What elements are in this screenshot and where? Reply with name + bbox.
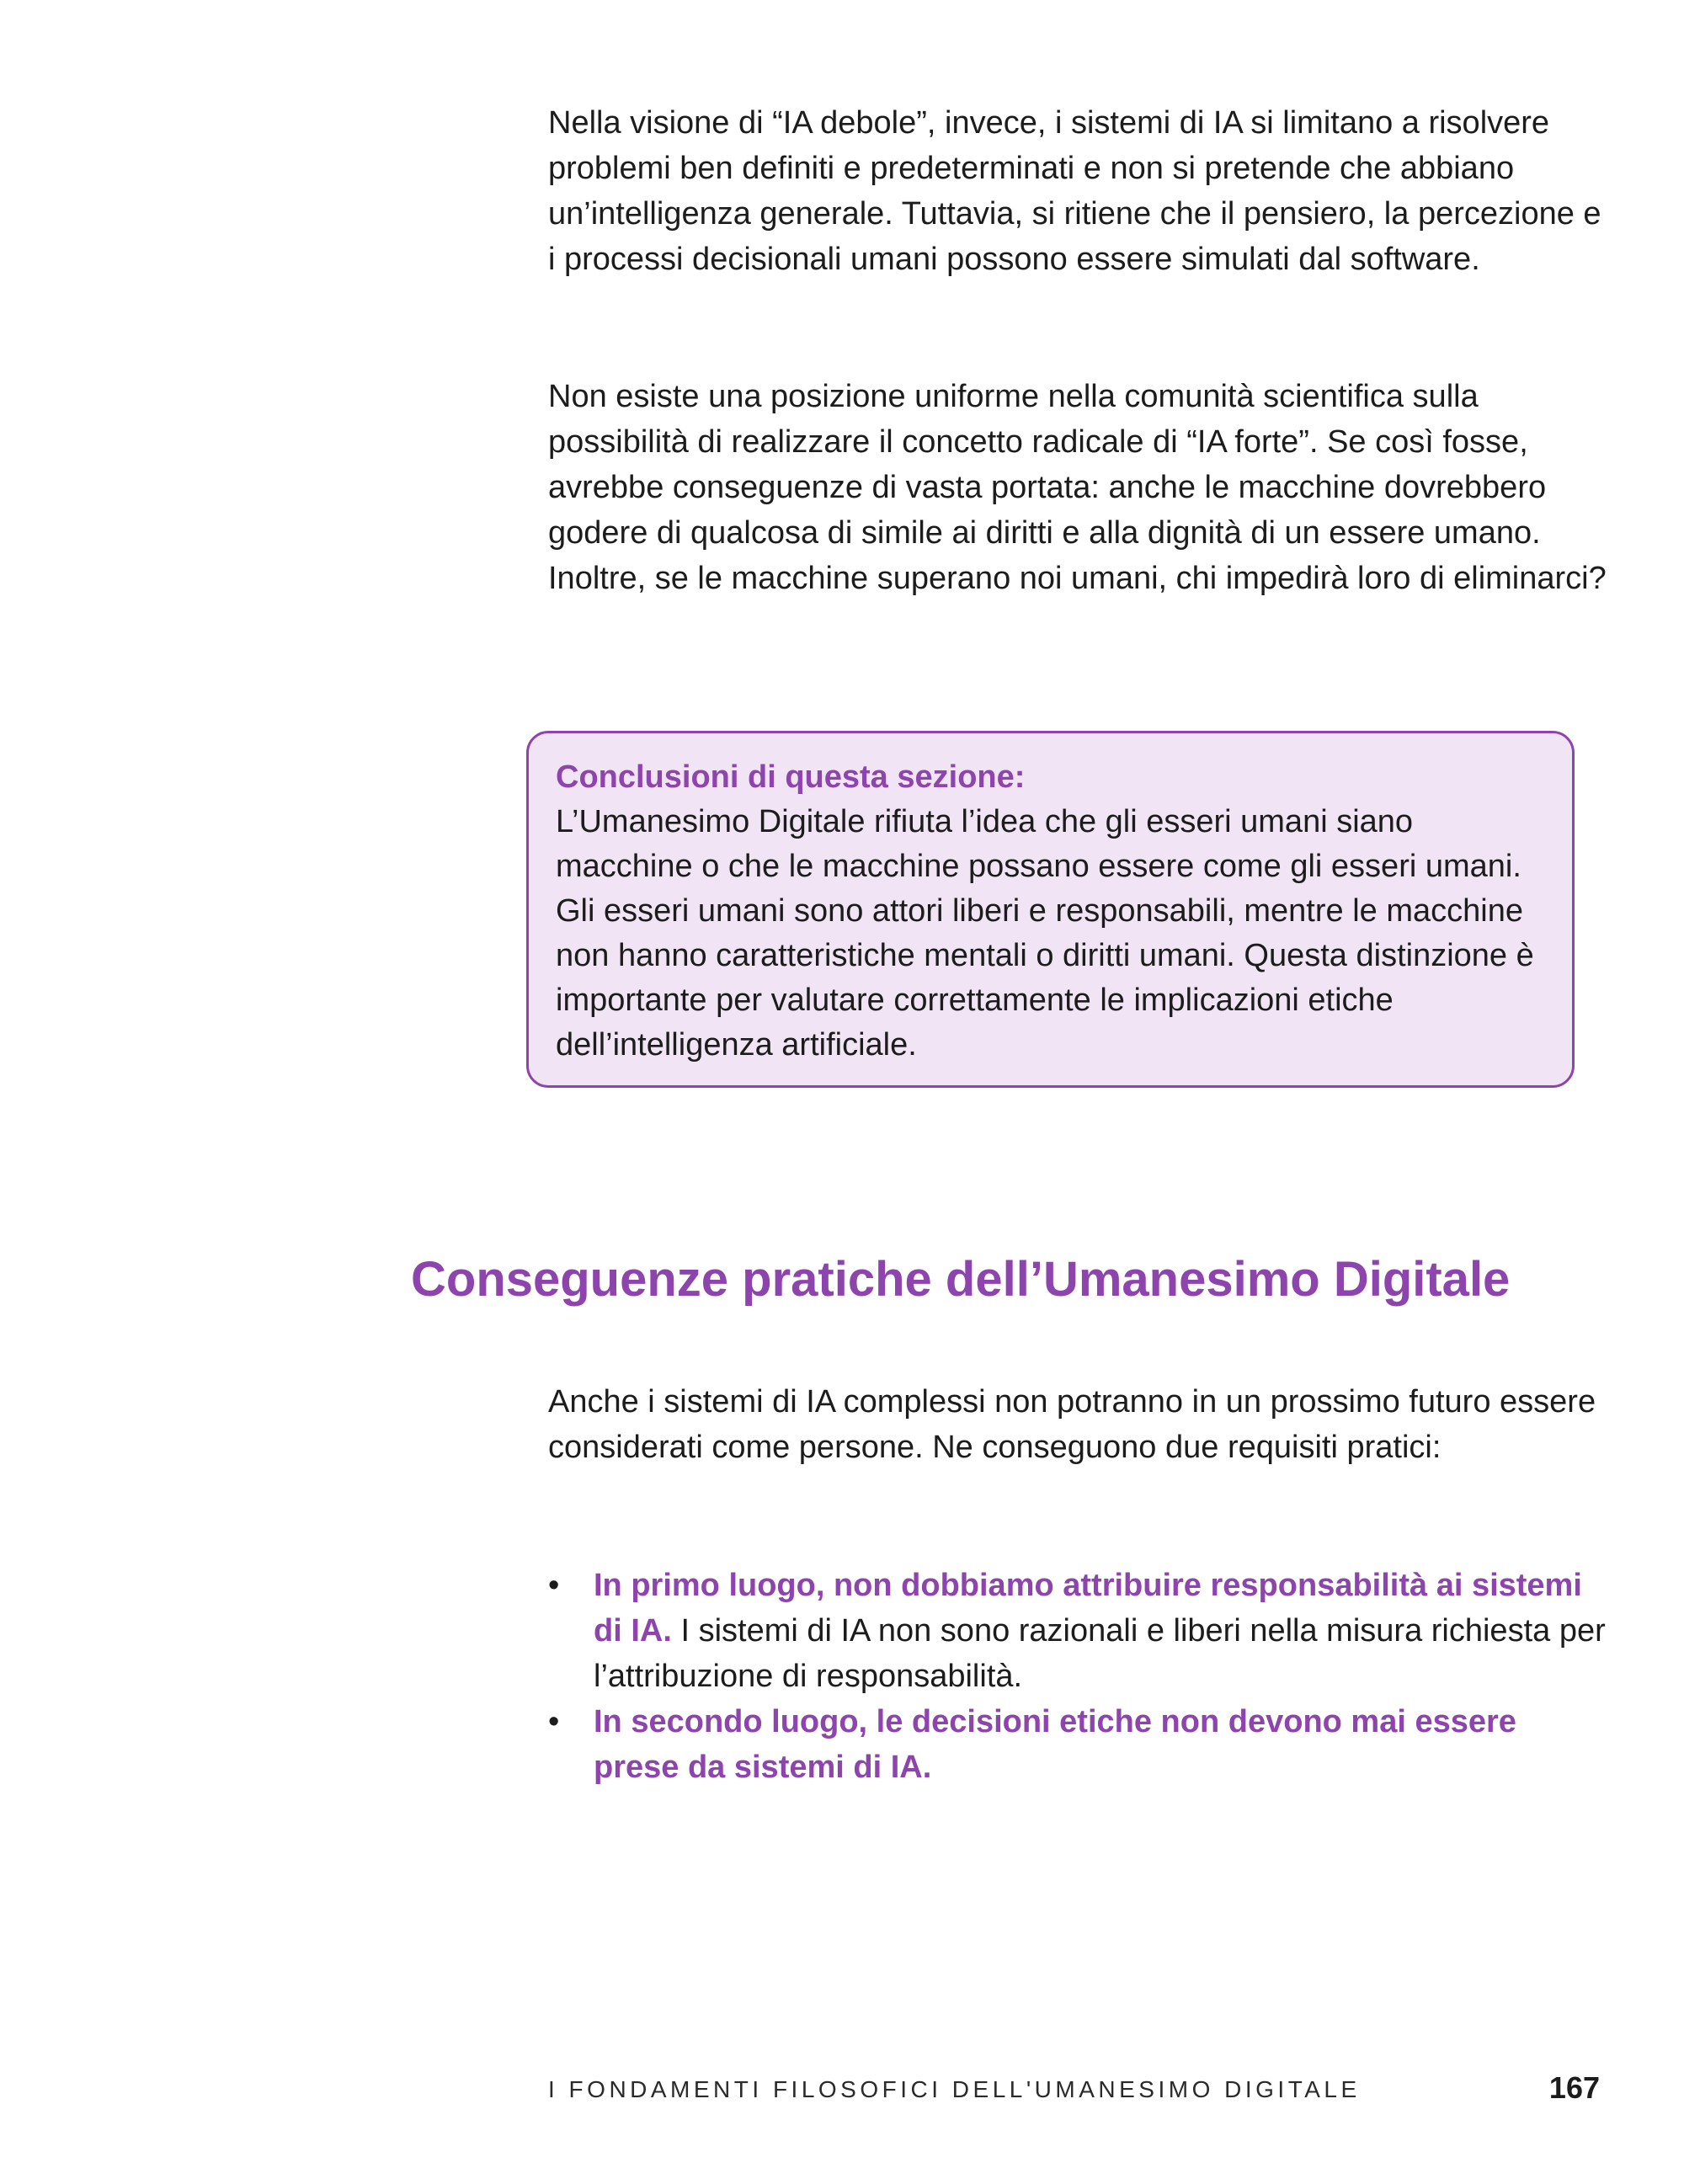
bullet-highlight: In secondo luogo, le decisioni etiche non devono mai essere prese da sistemi di IA.	[594, 1704, 1516, 1785]
bullet-icon: •	[548, 1568, 560, 1603]
paragraph-weak-ai: Nella visione di “IA debole”, invece, i sistemi di IA si limitano a risolvere problemi ben definiti e predeterminati e non si pretende che abbiano un’intelligenza generale. Tuttavia, si ritiene che il pensiero, la percezione e i processi decisionali umani possono essere simulati dal software.	[548, 105, 1601, 277]
conclusions-callout-box	[526, 731, 1575, 1088]
callout-title: Conclusioni di questa sezione:	[556, 759, 1026, 795]
list-item	[548, 1699, 1609, 1790]
page-number: 167	[1548, 2070, 1600, 2105]
callout-body: L’Umanesimo Digitale rifiuta l’idea che gli esseri umani siano macchine o che le macchine possano essere come gli esseri umani. Gli esseri umani sono attori liberi e responsabili, mentre le macchine non hanno caratteristiche mentali o diritti umani. Questa distinzione è importante per valutare correttamente le implicazioni etiche dell’intelligenza artificiale.	[556, 804, 1534, 1063]
list-item	[548, 1563, 1609, 1699]
bullet-icon: •	[548, 1704, 560, 1739]
running-footer-title: I FONDAMENTI FILOSOFICI DELL'UMANESIMO DIGITALE	[548, 2076, 1361, 2102]
paragraph-strong-ai: Non esiste una posizione uniforme nella comunità scientifica sulla possibilità di realizzare il concetto radicale di “IA forte”. Se così fosse, avrebbe conseguenze di vasta portata: anche le macchine dovrebbero godere di qualcosa di simile ai diritti e alla dignità di un essere umano. Inoltre, se le macchine superano noi umani, chi impedirà loro di eliminarci?	[548, 379, 1607, 596]
requirements-list	[548, 1563, 1609, 1790]
section-intro-paragraph: Anche i sistemi di IA complessi non potranno in un prossimo futuro essere considerati come persone. Ne conseguono due requisiti pratici:	[548, 1384, 1596, 1465]
bullet-highlight: In primo luogo, non dobbiamo attribuire responsabilità ai sistemi di IA.	[594, 1568, 1582, 1649]
bullet-text: I sistemi di IA non sono razionali e liberi nella misura richiesta per l’attribuzione di responsabilità.	[594, 1613, 1606, 1694]
section-heading: Conseguenze pratiche dell’Umanesimo Digitale	[411, 1252, 1511, 1307]
